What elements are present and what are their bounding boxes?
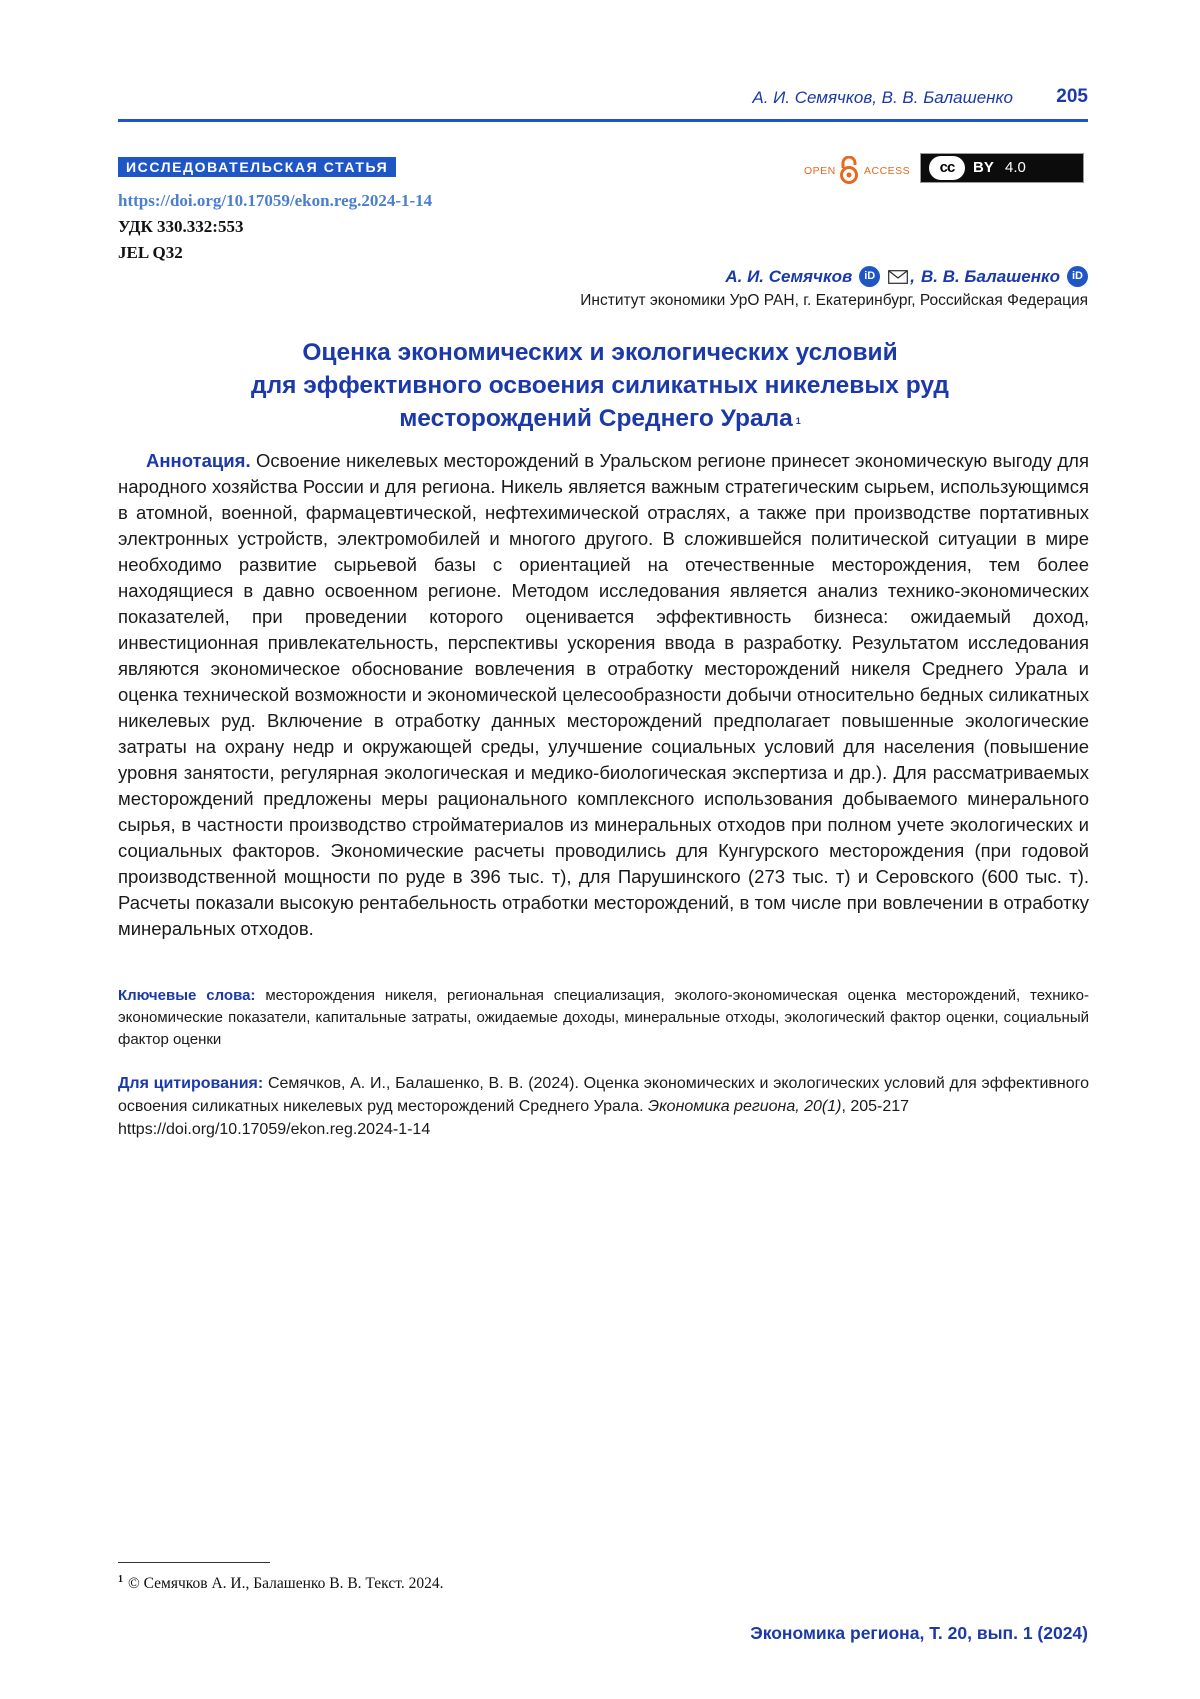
udc-code: УДК 330.332:553 bbox=[118, 217, 243, 237]
cc-license-version: 4.0 bbox=[1005, 159, 1026, 176]
doi-link[interactable]: https://doi.org/10.17059/ekon.reg.2024-1-14 bbox=[118, 191, 432, 211]
cc-license-badge[interactable] bbox=[920, 153, 1084, 183]
title-line-1: Оценка экономических и экологических условий bbox=[200, 336, 1000, 369]
title-line-3: месторождений Среднего Урала bbox=[399, 405, 793, 432]
authors-separator: , bbox=[910, 267, 915, 287]
header-rule bbox=[118, 119, 1088, 122]
article-type-label: ИССЛЕДОВАТЕЛЬСКАЯ СТАТЬЯ bbox=[118, 157, 396, 177]
citation-pages: , 205-217 bbox=[841, 1098, 909, 1115]
cc-license-type: BY bbox=[973, 159, 994, 176]
citation-text: Семячков, А. И., Балашенко, В. В. (2024). Оценка экономических и экологических условий для эффективного освоения силикатных никелевых руд месторождений Среднего Урала. bbox=[118, 1075, 1089, 1115]
citation-label: Для цитирования: bbox=[118, 1075, 263, 1092]
keywords-text: месторождения никеля, региональная специализация, эколого-экономическая оценка месторождений, технико-экономические показатели, капитальные затраты, ожидаемые доходы, минеральные отходы, экологический фактор оценки, социальный фактор оценки bbox=[118, 987, 1089, 1048]
author-1[interactable]: А. И. Семячков bbox=[725, 267, 852, 287]
keywords-label: Ключевые слова: bbox=[118, 987, 255, 1004]
open-lock-icon bbox=[837, 156, 861, 184]
cc-icon: cc bbox=[929, 156, 965, 180]
open-access-left-word: OPEN bbox=[804, 165, 836, 177]
footnote-mark: 1 bbox=[118, 1574, 123, 1585]
title-line-2: для эффективного освоения силикатных никелевых руд bbox=[200, 369, 1000, 402]
orcid-icon[interactable]: iD bbox=[859, 266, 880, 287]
footnote-rule bbox=[118, 1562, 270, 1563]
running-header-authors: А. И. Семячков, В. В. Балашенко bbox=[752, 88, 1013, 108]
open-access-right-word: ACCESS bbox=[864, 165, 910, 177]
affiliation: Институт экономики УрО РАН, г. Екатеринбург, Российская Федерация bbox=[580, 292, 1088, 310]
citation-journal: Экономика региона, 20(1) bbox=[648, 1098, 841, 1115]
authors-line bbox=[725, 266, 1088, 287]
jel-code: JEL Q32 bbox=[118, 243, 183, 263]
running-header bbox=[118, 86, 1088, 110]
orcid-icon[interactable]: iD bbox=[1067, 266, 1088, 287]
open-access-badge[interactable] bbox=[804, 156, 914, 184]
keywords bbox=[118, 985, 1089, 1051]
footnote-text: © Семячков А. И., Балашенко В. В. Текст. 2024. bbox=[128, 1575, 443, 1592]
citation bbox=[118, 1072, 1089, 1141]
page-number: 205 bbox=[1056, 86, 1088, 108]
footnote bbox=[118, 1574, 443, 1593]
article-title bbox=[200, 336, 1000, 435]
title-footnote-mark[interactable]: 1 bbox=[796, 416, 801, 426]
abstract bbox=[118, 448, 1089, 942]
mail-icon[interactable] bbox=[888, 270, 908, 284]
author-2[interactable]: В. В. Балашенко bbox=[921, 267, 1060, 287]
citation-doi[interactable]: https://doi.org/10.17059/ekon.reg.2024-1-14 bbox=[118, 1121, 430, 1138]
journal-footer: Экономика региона, Т. 20, вып. 1 (2024) bbox=[750, 1623, 1088, 1644]
abstract-text: Освоение никелевых месторождений в Уральском регионе принесет экономическую выгоду для народного хозяйства России и для региона. Никель является важным стратегическим сырьем, использующимся в атомной, военной, фармацевтической, нефтехимической отраслях, а также при производстве портативных электронных устройств, электромобилей и многого другого. В сложившейся политической ситуации в мире необходимо развитие сырьевой базы с ориентацией на отечественные месторождения, тем более находящиеся в давно освоенном регионе. Методом исследования является анализ технико-экономических показателей, при проведении которого оценивается эффективность бизнеса: ожидаемый доход, инвестиционная привлекательность, перспективы ускорения ввода в разработку. Результатом исследования являются экономическое обоснование вовлечения в отработку месторождений никеля Среднего Урала и оценка технической возможности и экономической целесообразности добычи относительно бедных силикатных никелевых руд. Включение в отработку данных месторождений предполагает повышенные экологические затраты на охрану недр и окружающей среды, улучшение социальных условий для населения (повышение уровня занятости, регулярная экологическая и медико-биологическая экспертиза и др.). Для рассматриваемых месторождений предложены меры рационального комплексного использования добываемого минерального сырья, в частности производство стройматериалов из минеральных отходов при полном учете экологических и социальных факторов. Экономические расчеты проводились для Кунгурского месторождения (при годовой производственной мощности по руде в 396 тыс. т), для Парушинского (273 тыс. т) и Серовского (600 тыс. т). Расчеты показали высокую рентабельность отработки месторождений, в том числе при вовлечении в отработку минеральных отходов. bbox=[118, 450, 1089, 939]
abstract-label: Аннотация. bbox=[146, 450, 251, 471]
